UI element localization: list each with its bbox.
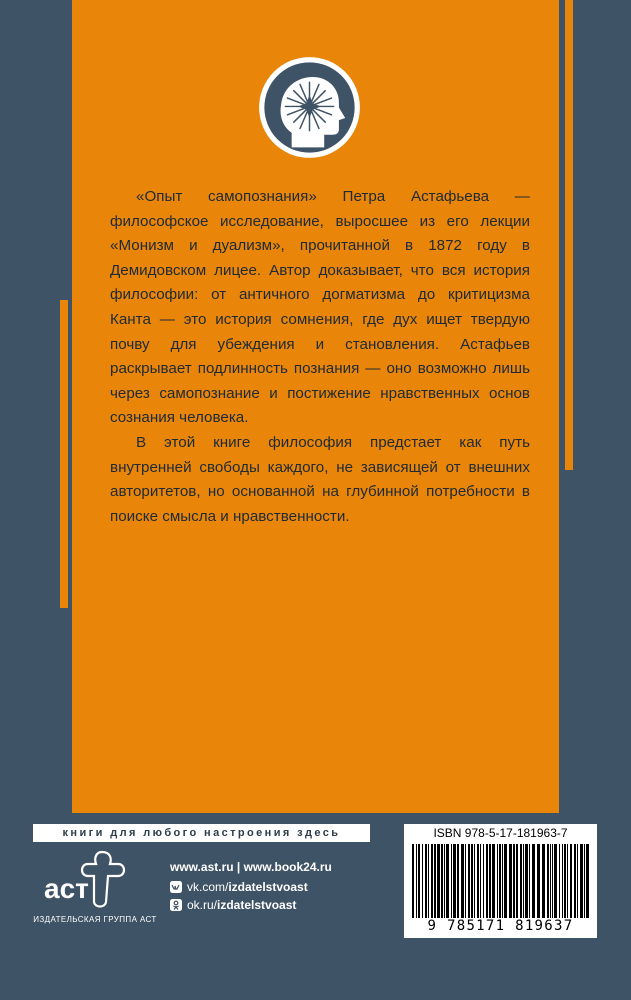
barcode-bar <box>499 844 501 918</box>
barcode-bar <box>537 844 540 918</box>
barcode-bar <box>428 844 429 918</box>
barcode-digits: 9 785171 819637 <box>427 918 574 934</box>
barcode-bar <box>465 844 466 918</box>
barcode-bar <box>532 844 535 918</box>
barcode-bar <box>474 844 475 918</box>
ok-link[interactable] <box>170 898 296 912</box>
odnoklassniki-icon <box>170 899 182 911</box>
isbn-block <box>404 824 597 938</box>
barcode-bar <box>418 844 420 918</box>
barcode-bar <box>550 844 551 918</box>
barcode-bar <box>529 844 530 918</box>
barcode-bar <box>586 844 589 918</box>
ast-logo <box>40 850 132 910</box>
right-accent-bar <box>565 0 573 470</box>
barcode-bar <box>542 844 545 918</box>
barcode-bar <box>513 844 515 918</box>
left-accent-bar <box>60 300 68 608</box>
logo-text: аст <box>44 873 89 904</box>
vk-link[interactable] <box>170 880 308 894</box>
barcode-bar <box>425 844 427 918</box>
barcode-bar <box>570 844 572 918</box>
barcode-bar <box>468 844 470 918</box>
barcode-bar <box>437 844 440 918</box>
description-paragraph-1: «Опыт самопознания» Петра Астафьева — философское исследование, выросшее из его лекции «Монизм и дуализм», прочитанной в 1872 году в Демидовском лицее. Автор доказывает, что вся история философии: от античного догматизма до критицизма Канта — это история сомнения, где дух ищет твердую почву для убеждения и становления. Астафьев раскрывает подлинность познания — оно возможно лишь через самопознание и постижение нравственных основ сознания человека. <box>110 188 530 427</box>
barcode-bar <box>502 844 503 918</box>
barcode-bar <box>554 844 557 918</box>
barcode-bar <box>516 844 518 918</box>
barcode-bar <box>471 844 473 918</box>
isbn-label: ISBN 978-5-17-181963-7 <box>433 826 568 840</box>
barcode-bar <box>584 844 585 918</box>
barcode-bar <box>457 844 459 918</box>
barcode-bar <box>446 844 449 918</box>
barcode-bar <box>504 844 507 918</box>
barcode-bar <box>431 844 433 918</box>
barcode-bar <box>497 844 498 918</box>
barcode-bar <box>523 844 524 918</box>
vk-url[interactable]: vk.com/izdatelstvoast <box>187 880 308 894</box>
slogan-banner: книги для любого настроения здесь <box>33 824 370 842</box>
barcode-bar <box>483 844 484 918</box>
barcode-bar <box>574 844 576 918</box>
description-paragraph-2: В этой книге философия предстает как путь внутренней свободы каждого, не зависящей от внешних авторитетов, но основанной на глубинной потребности в поиске смысла и нравственности. <box>110 433 530 525</box>
barcode-bar <box>489 844 491 918</box>
book-description <box>110 185 530 529</box>
publisher-name: ИЗДАТЕЛЬСКАЯ ГРУППА АСТ <box>33 915 157 924</box>
barcode-bar <box>477 844 479 918</box>
barcode-bar <box>564 844 566 918</box>
barcode-bar <box>434 844 436 918</box>
barcode-bar <box>559 844 560 918</box>
barcode-bar <box>416 844 417 918</box>
barcode-bar <box>444 844 445 918</box>
barcode-bar <box>492 844 495 918</box>
barcode-bar <box>451 844 452 918</box>
barcode-bar <box>547 844 549 918</box>
barcode-bar <box>461 844 464 918</box>
websites[interactable]: www.ast.ru | www.book24.ru <box>170 860 332 874</box>
barcode <box>410 844 591 918</box>
barcode-bar <box>453 844 456 918</box>
barcode-bar <box>520 844 522 918</box>
vk-icon <box>170 881 182 893</box>
barcode-bar <box>412 844 414 918</box>
barcode-bar <box>580 844 583 918</box>
barcode-bar <box>562 844 563 918</box>
barcode-bar <box>486 844 488 918</box>
barcode-bar <box>567 844 568 918</box>
barcode-bar <box>509 844 512 918</box>
barcode-bar <box>577 844 578 918</box>
barcode-bar <box>441 844 443 918</box>
barcode-bar <box>525 844 528 918</box>
barcode-bar <box>480 844 481 918</box>
barcode-bar <box>422 844 423 918</box>
barcode-bar <box>552 844 553 918</box>
ok-url[interactable]: ok.ru/izdatelstvoast <box>187 898 297 912</box>
head-with-starburst-icon <box>257 55 362 160</box>
